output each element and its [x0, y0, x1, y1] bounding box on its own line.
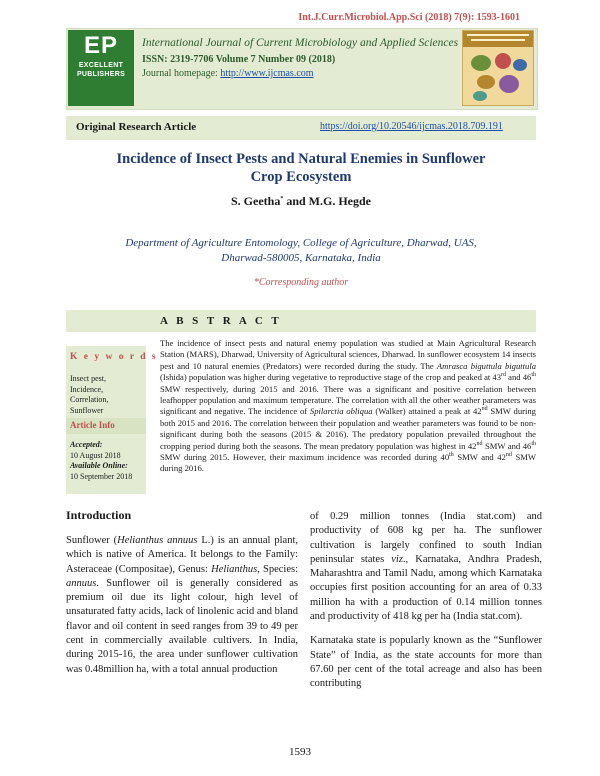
homepage-label: Journal homepage:	[142, 68, 221, 79]
accepted-label: Accepted:	[70, 440, 103, 449]
affiliation	[66, 236, 536, 266]
journal-cover-image	[462, 30, 534, 106]
body-column-2	[310, 510, 542, 702]
abstract-heading: A B S T R A C T	[160, 315, 282, 327]
keywords-list	[70, 374, 108, 416]
logo-subtitle-2: PUBLISHERS	[76, 71, 126, 78]
affiliation-line-1: Department of Agriculture Entomology, College of Agriculture, Dharwad, UAS,	[125, 237, 477, 249]
keyword-item: Sunflower	[70, 405, 104, 415]
keyword-item: Incidence,	[70, 384, 104, 394]
corresponding-author-note: *Corresponding author	[253, 277, 349, 288]
affiliation-line-2: Dharwad-580005, Karnataka, India	[221, 252, 381, 264]
article-info-heading: Article Info	[70, 420, 115, 430]
publisher-logo	[68, 30, 134, 106]
corresponding-mark: *	[280, 196, 284, 202]
logo-letters: EP	[83, 32, 118, 59]
article-title	[66, 150, 536, 186]
logo-subtitle-1: EXCELLENT	[78, 62, 124, 69]
species-name: Spilarctia obliqua	[309, 406, 373, 417]
author-2: and M.G. Hegde	[283, 194, 371, 208]
body-paragraph: of 0.29 million tonnes (India stat.com) and productivity of 608 kg per ha. The sunflower cultivation is largely confined to south Indian peninsular states viz., Karnataka, Andhra Pradesh, Maharashtra and Tamil Nadu, among which Karnataka occupies first position accounting for an area of 0.33 million ha with a production of 0.14 million tonnes and productivity of 418 kg per ha (India stat.com).	[310, 511, 542, 623]
keyword-item: Insect pest,	[70, 374, 106, 383]
article-dates	[70, 440, 132, 482]
abstract-text: The incidence of insect pests and natural enemy population was studied at Main Agricultural Research Station (MARS), Dharwad, University of Agricultural sciences, Dharwad. In sunflower ecosystem 14 insects pest and 10 natural enemies (Predators) were recorded during the study. The Amrasca biguttula biguttula (Ishida) population was higher during vegetative to reproductive stage of the crop and peaked at 43rd and 46th SMW respectively, during 2015 and 2016. There was a significant and positive correlation between leafhopper population and maximum temperature. The correlation with all the other weather parameters was significant and negative. The incidence of Spilarctia obliqua (Walker) attained a peak at 42nd SMW during both 2015 and 2016. The correlation between their population and weather parameters was found to be non-significant during both the seasons (2015 & 2016). The predatory population prevailed throughout the cropping period during both the seasons. The mean predatory population was highest in 42nd SMW and 46th SMW during 2015. However, their maximum incidence was recorded during 40th SMW and 42nd SMW during 2016.	[160, 338, 537, 474]
species-name: Amrasca biguttula biguttula	[436, 360, 537, 371]
doi-link[interactable]: https://doi.org/10.20546/ijcmas.2018.709.191	[320, 121, 503, 132]
homepage-link[interactable]: http://www.ijcmas.com	[220, 68, 314, 79]
introduction-heading: Introduction	[66, 508, 132, 522]
body-column-1	[66, 534, 298, 687]
body-paragraph: Sunflower (Helianthus annuus L.) is an annual plant, which is native of America. It belongs to the Family: Asteraceae (Compositae), Genus: Helianthus, Species: annuus. Sunflower oil is generally considered as premium oil due its light colour, high level of unsaturated fatty acids, lack of linolenic acid and bland flavor and oil content in seed ranges from 39 to 49 per cent in commercially available cultivers. In India, during 2015-16, the area under sunflower cultivation was 0.48million ha, with a total annual production	[66, 535, 298, 675]
journal-title: International Journal of Current Microbiology and Applied Sciences	[142, 37, 459, 49]
title-line-2: Crop Ecosystem	[250, 169, 352, 185]
issn-line: ISSN: 2319-7706 Volume 7 Number 09 (2018)	[142, 54, 336, 65]
online-label: Available Online:	[70, 461, 128, 470]
body-paragraph: Karnataka state is popularly known as the “Sunflower State” of India, as the state accounts for more than 67.60 per cent of the total acreage and also has been contributing	[310, 635, 542, 690]
keywords-heading: K e y w o r d s	[70, 352, 158, 362]
author-1: S. Geetha	[230, 194, 281, 208]
journal-homepage	[142, 68, 314, 79]
article-type: Original Research Article	[76, 121, 197, 133]
authors	[66, 194, 536, 209]
online-date: 10 September 2018	[70, 471, 133, 481]
page-number: 1593	[289, 746, 311, 758]
journal-citation: Int.J.Curr.Microbiol.App.Sci (2018) 7(9): 1593-1601	[298, 12, 520, 23]
title-line-1: Incidence of Insect Pests and Natural Enemies in Sunflower	[116, 151, 486, 167]
abstract-header-bar	[66, 310, 536, 332]
accepted-date: 10 August 2018	[70, 450, 121, 460]
keyword-item: Correlation,	[70, 395, 109, 404]
